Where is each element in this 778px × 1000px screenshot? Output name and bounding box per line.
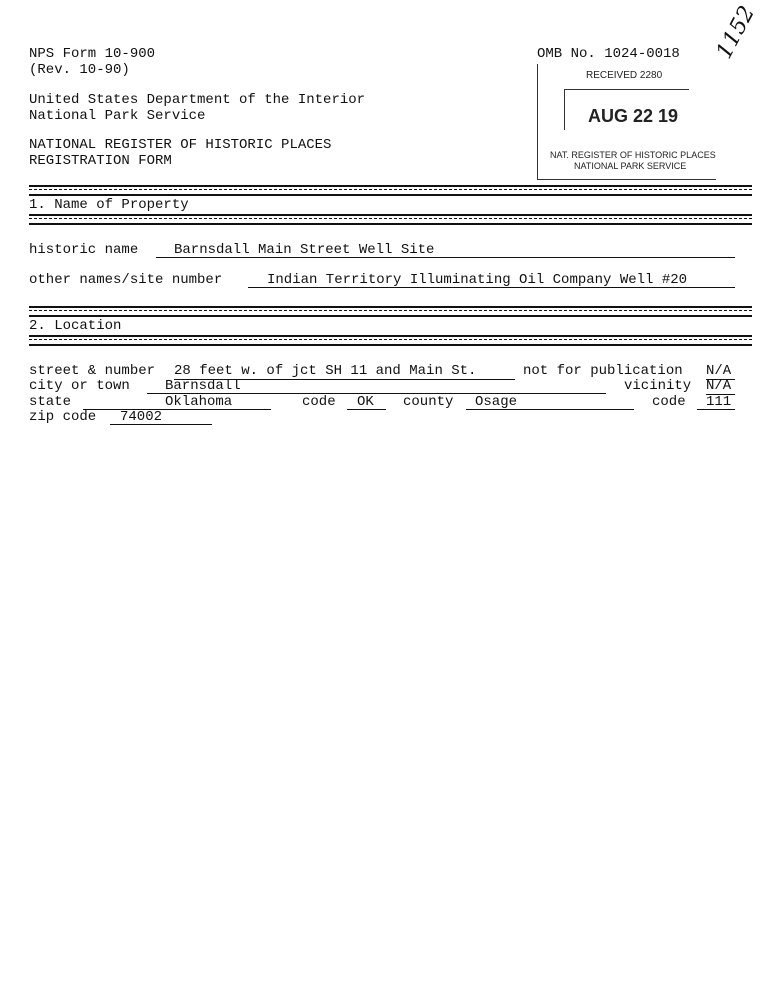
omb-number: OMB No. 1024-0018 bbox=[537, 46, 680, 62]
city-label: city or town bbox=[29, 378, 130, 394]
state-code-label: code bbox=[302, 394, 336, 410]
section-1-heading: 1. Name of Property bbox=[29, 197, 189, 213]
state-label: state bbox=[29, 394, 72, 410]
other-names-field[interactable]: Indian Territory Illuminating Oil Company Well #20 bbox=[248, 272, 735, 288]
agency-line-1: United States Department of the Interior bbox=[29, 92, 366, 108]
state-code-field[interactable]: OK bbox=[347, 394, 386, 410]
other-names-label: other names/site number bbox=[29, 272, 223, 288]
section-2-heading: 2. Location bbox=[29, 318, 122, 334]
handwritten-number: 1152 bbox=[711, 1, 761, 64]
stamp-line-2: NATIONAL PARK SERVICE bbox=[574, 161, 687, 171]
state-field[interactable]: Oklahoma bbox=[83, 394, 271, 410]
street-label: street & number bbox=[29, 363, 156, 379]
section-divider bbox=[29, 306, 752, 317]
stamp-date: AUG 22 19 bbox=[588, 106, 679, 126]
form-title-line-2: REGISTRATION FORM bbox=[29, 153, 172, 169]
section-divider bbox=[29, 335, 752, 346]
county-field[interactable]: Osage bbox=[466, 394, 634, 410]
zip-field[interactable]: 74002 bbox=[110, 409, 212, 425]
vicinity-field[interactable]: N/A bbox=[706, 378, 735, 395]
historic-name-label: historic name bbox=[29, 242, 139, 258]
form-title-line-1: NATIONAL REGISTER OF HISTORIC PLACES bbox=[29, 137, 332, 153]
stamp-line-1: NAT. REGISTER OF HISTORIC PLACES bbox=[550, 150, 716, 160]
street-field[interactable]: 28 feet w. of jct SH 11 and Main St. bbox=[174, 363, 515, 380]
form-number: NPS Form 10-900 bbox=[29, 46, 156, 62]
section-divider bbox=[29, 185, 752, 196]
stamp-received: RECEIVED 2280 bbox=[586, 70, 663, 81]
zip-label: zip code bbox=[29, 409, 97, 425]
form-revision: (Rev. 10-90) bbox=[29, 62, 130, 78]
historic-name-field[interactable]: Barnsdall Main Street Well Site bbox=[156, 242, 735, 258]
vicinity-label: vicinity bbox=[624, 378, 692, 394]
received-stamp bbox=[537, 64, 716, 180]
not-for-publication-field[interactable]: N/A bbox=[706, 363, 735, 380]
section-divider bbox=[29, 214, 752, 225]
city-field[interactable]: Barnsdall bbox=[147, 378, 606, 394]
not-for-publication-label: not for publication bbox=[523, 363, 683, 379]
county-code-label: code bbox=[652, 394, 686, 410]
agency-line-2: National Park Service bbox=[29, 108, 206, 124]
county-label: county bbox=[403, 394, 454, 410]
county-code-field[interactable]: 111 bbox=[697, 394, 735, 410]
